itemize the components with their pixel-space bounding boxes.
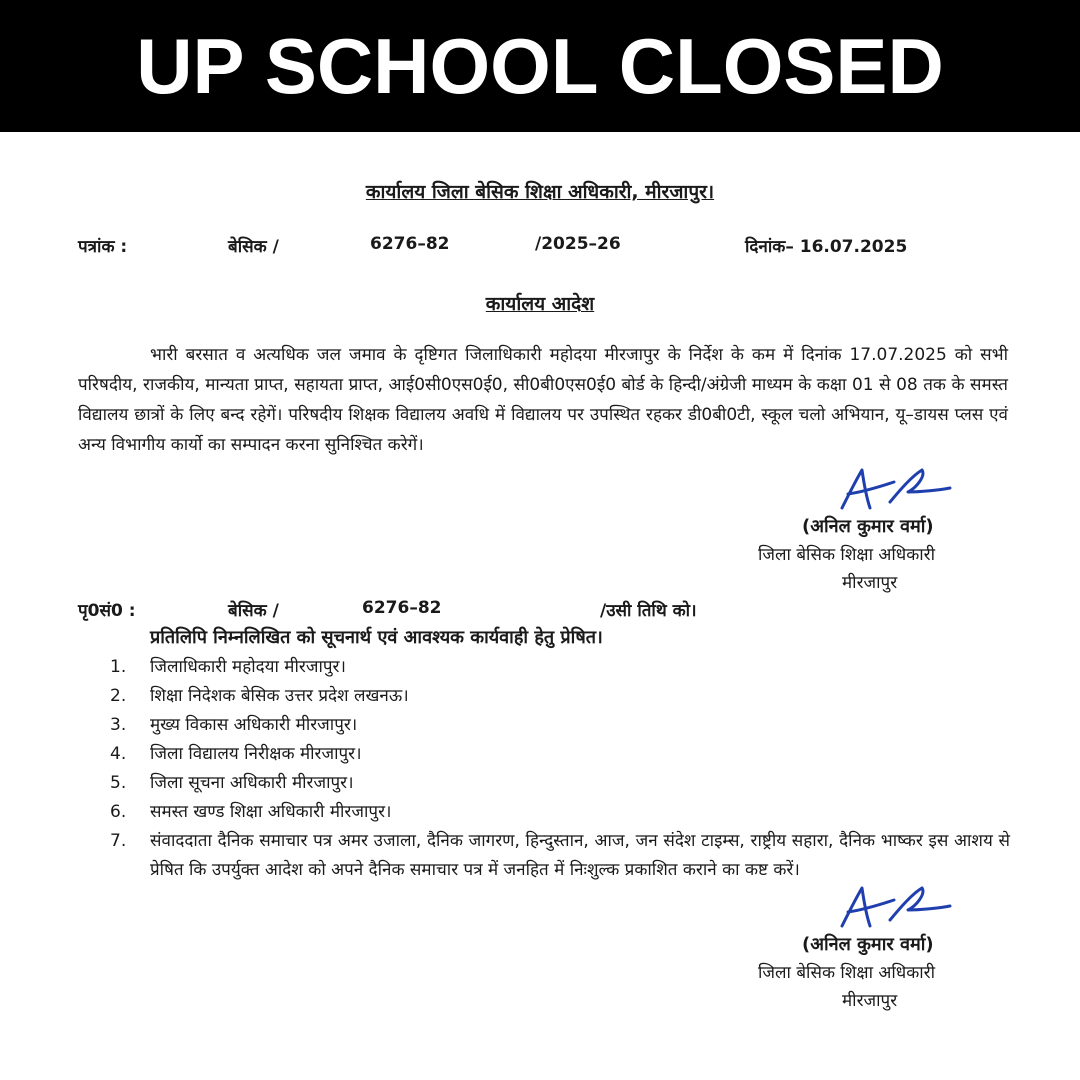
recipient-list bbox=[110, 653, 1010, 885]
list-item bbox=[110, 653, 1010, 682]
list-item-text: जिला सूचना अधिकारी मीरजापुर। bbox=[150, 773, 354, 793]
signatory-location: मीरजापुर bbox=[842, 573, 898, 593]
signatory-name: (अनिल कुमार वर्मा) bbox=[802, 934, 934, 955]
reference-dept: बेसिक / bbox=[228, 237, 279, 257]
reference-date: दिनांक– 16.07.2025 bbox=[745, 237, 908, 257]
list-item-number: 5. bbox=[110, 773, 127, 793]
list-item-number: 7. bbox=[110, 831, 127, 851]
signature-block-2 bbox=[758, 880, 960, 1011]
reference-session: /2025–26 bbox=[535, 234, 621, 254]
signatory-designation: जिला बेसिक शिक्षा अधिकारी bbox=[758, 545, 936, 565]
list-item-number: 3. bbox=[110, 715, 127, 735]
reference-label: पत्रांक : bbox=[78, 237, 128, 257]
copy-ref-date: /उसी तिथि को। bbox=[600, 601, 697, 621]
list-item-text: जिलाधिकारी महोदया मीरजापुर। bbox=[150, 657, 346, 677]
list-item bbox=[110, 769, 1010, 798]
signatory-location: मीरजापुर bbox=[842, 991, 898, 1011]
list-item-text: मुख्य विकास अधिकारी मीरजापुर। bbox=[150, 715, 358, 735]
list-item-number: 4. bbox=[110, 744, 127, 764]
list-item bbox=[110, 798, 1010, 827]
signature-mark bbox=[790, 462, 960, 520]
signature-mark bbox=[790, 880, 960, 938]
list-item-number: 1. bbox=[110, 657, 127, 677]
list-item bbox=[110, 740, 1010, 769]
order-title: कार्यालय आदेश bbox=[485, 293, 595, 315]
list-item-text: जिला विद्यालय निरीक्षक मीरजापुर। bbox=[150, 744, 362, 764]
signature-block-1 bbox=[758, 462, 960, 593]
list-item bbox=[110, 711, 1010, 740]
copy-ref-dept: बेसिक / bbox=[228, 601, 279, 621]
list-item-text: समस्त खण्ड शिक्षा अधिकारी मीरजापुर। bbox=[150, 802, 392, 822]
copy-heading: प्रतिलिपि निम्नलिखित को सूचनार्थ एवं आवश्यक कार्यवाही हेतु प्रेषित। bbox=[150, 627, 603, 648]
copy-ref-number: 6276–82 bbox=[362, 598, 442, 618]
list-item bbox=[110, 682, 1010, 711]
banner-title: UP SCHOOL CLOSED bbox=[136, 22, 944, 110]
order-body: भारी बरसात व अत्यधिक जल जमाव के दृष्टिगत जिलाधिकारी महोदया मीरजापुर के निर्देश के कम में दिनांक 17.07.2025 को सभी परिषदीय, राजकीय, मान्यता प्राप्त, सहायता प्राप्त, आई0सी0एस0ई0, सी0बी0एस0ई0 बोर्ड के हिन्दी/अंग्रेजी माध्यम के कक्षा 01 से 08 तक के समस्त विद्यालय छात्रों के लिए बन्द रहेगें। परिषदीय शिक्षक विद्यालय अवधि में विद्यालय पर उपस्थित रहकर डी0बी0टी, स्कूल चलो अभियान, यू–डायस प्लस एवं अन्य विभागीय कार्यो का सम्पादन करना सुनिश्चित करेगें। bbox=[78, 345, 1008, 455]
office-title: कार्यालय जिला बेसिक शिक्षा अधिकारी, मीरजापुर। bbox=[365, 181, 715, 203]
list-item-number: 6. bbox=[110, 802, 127, 822]
list-item-text: शिक्षा निदेशक बेसिक उत्तर प्रदेश लखनऊ। bbox=[150, 686, 409, 706]
list-item-number: 2. bbox=[110, 686, 127, 706]
list-item bbox=[110, 827, 1010, 885]
header-banner bbox=[0, 0, 1080, 132]
copy-ref-label: पृ0सं0 : bbox=[78, 601, 136, 621]
reference-number: 6276–82 bbox=[370, 234, 450, 254]
signatory-name: (अनिल कुमार वर्मा) bbox=[802, 516, 934, 537]
signatory-designation: जिला बेसिक शिक्षा अधिकारी bbox=[758, 963, 936, 983]
list-item-text: संवाददाता दैनिक समाचार पत्र अमर उजाला, दैनिक जागरण, हिन्दुस्तान, आज, जन संदेश टाइम्स, राष्ट्रीय सहारा, दैनिक भाष्कर इस आशय से प्रेषित कि उपर्युक्त आदेश को अपने दैनिक समाचार पत्र में जनहित में निःशुल्क प्रकाशित कराने का कष्ट करें। bbox=[150, 831, 1010, 880]
